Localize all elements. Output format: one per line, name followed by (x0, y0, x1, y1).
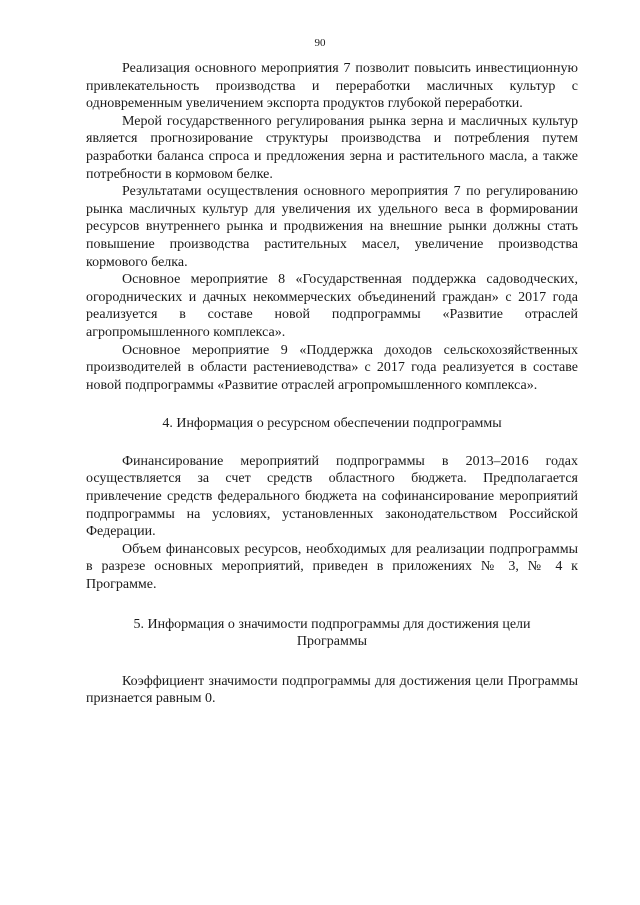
paragraph: Реализация основного мероприятия 7 позволит повысить инвестиционную привлекательность производства и переработки масличных культур с одновременным увеличением экспорта продуктов глубокой переработки. (86, 61, 578, 112)
paragraph: Объем финансовых ресурсов, необходимых для реализации подпрограммы в разрезе основных мероприятий, приведен в приложениях № 3, № 4 к Программе. (86, 541, 578, 593)
page-number: 90 (314, 37, 326, 49)
paragraph: Финансирование мероприятий подпрограммы в 2013–2016 годах осуществляется за счет средств областного бюджета. Предполагается привлечение средств федерального бюджета на софинансирование мероприятий подпрограммы на условиях, установленных законодательством Российской Федерации. (86, 453, 578, 540)
paragraph: Результатами осуществления основного мероприятия 7 по регулированию рынка масличных культур для увеличения их удельного веса в формировании ресурсов внутреннего рынка и продвижения на внешние рынки должны стать повышение производства растительных масел, увеличение производства кормового белка. (86, 184, 578, 270)
paragraph: Основное мероприятие 9 «Поддержка доходов сельскохозяйственных производителей в области растениеводства» с 2017 года реализуется в составе новой подпрограммы «Развитие отраслей агропромышленного комплекса». (86, 342, 578, 393)
section-heading-line: 5. Информация о значимости подпрограммы для достижения цели (133, 616, 531, 632)
document-body (86, 60, 578, 708)
paragraph: Основное мероприятие 8 «Государственная поддержка садоводческих, огороднических и дачных некоммерческих объединений граждан» с 2017 года реализуется в составе новой подпрограммы «Развитие отраслей агропромышленного комплекса». (86, 272, 578, 340)
section-heading: 4. Информация о ресурсном обеспечении подпрограммы (162, 416, 502, 432)
section-heading (86, 616, 578, 651)
paragraph: Коэффициент значимости подпрограммы для достижения цели Программы признается равным 0. (86, 673, 578, 707)
paragraph: Мерой государственного регулирования рынка зерна и масличных культур является прогнозирование структуры производства и потребления путем разработки баланса спроса и предложения зерна и растительного масла, а также потребности в кормовом белке. (86, 113, 578, 182)
section-heading-line: Программы (296, 634, 368, 650)
